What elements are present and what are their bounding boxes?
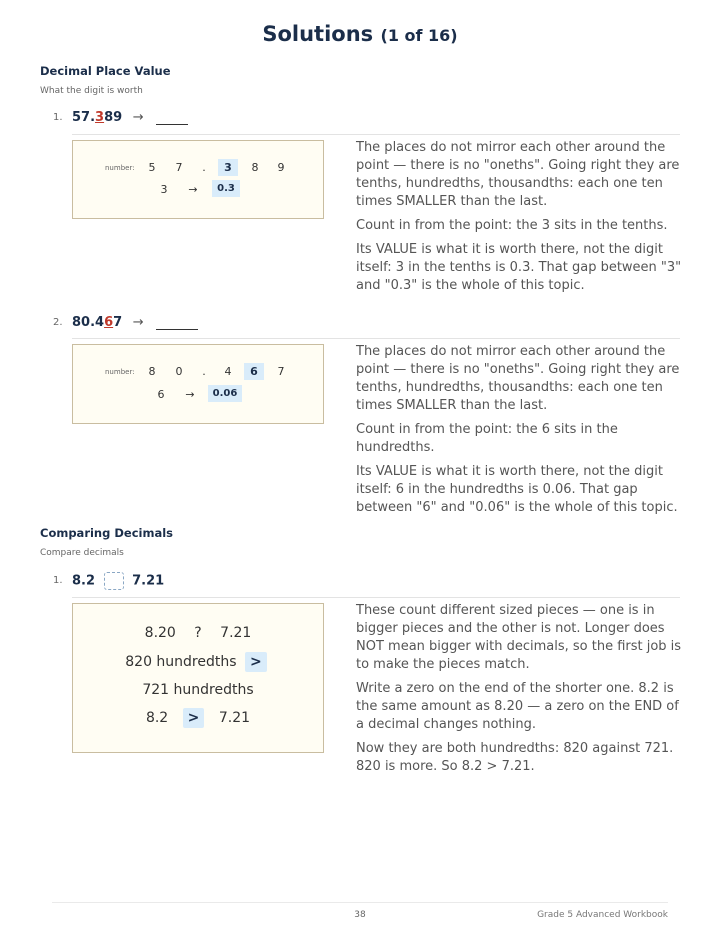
right-value: 721 hundredths bbox=[142, 682, 254, 698]
section-title-comparing: Comparing Decimals bbox=[40, 526, 173, 540]
section-subtitle-place-value: What the digit is worth bbox=[40, 86, 143, 96]
explanation-paragraph: The places do not mirror each other around the point — there is no "oneths". Going right they are tenths, hundredths, thousandths: each one ten times SMALLER than the last. bbox=[356, 140, 680, 209]
explanation-paragraph: Its VALUE is what it is worth there, not the digit itself: 6 in the hundredths is 0.06. That gap between "6" and "0.06" is the whole of this topic. bbox=[356, 464, 678, 515]
digit: 8 bbox=[148, 365, 156, 378]
page-title bbox=[0, 22, 720, 46]
place-value: 0.06 bbox=[208, 385, 242, 402]
number-part: 80.4 bbox=[72, 315, 105, 330]
question-text bbox=[72, 315, 198, 330]
question-number: 2. bbox=[53, 317, 63, 328]
explanation-paragraph: Count in from the point: the 6 sits in the hundredths. bbox=[356, 422, 618, 455]
digit-highlighted: 3 bbox=[218, 159, 238, 176]
compare-line bbox=[73, 682, 323, 698]
left-number: 8.2 bbox=[72, 573, 96, 589]
title-sub: (1 of 16) bbox=[380, 26, 458, 45]
number-label: number: bbox=[105, 368, 135, 376]
highlighted-digit: 6 bbox=[104, 315, 114, 330]
explanation bbox=[356, 343, 684, 523]
section-title-place-value: Decimal Place Value bbox=[40, 64, 171, 78]
answer-blank bbox=[156, 317, 198, 330]
explanation-paragraph: These count different sized pieces — one is in bigger pieces and the other is not. Longer does NOT mean bigger with decimals, so the first job is to make the pieces match. bbox=[356, 603, 682, 672]
title-main: Solutions bbox=[262, 22, 374, 46]
worked-box bbox=[72, 344, 324, 424]
explanation bbox=[356, 139, 684, 301]
number-label: number: bbox=[105, 164, 135, 172]
comparison-blank bbox=[104, 572, 124, 590]
digit: 0 bbox=[175, 365, 183, 378]
number-part: 57. bbox=[72, 110, 96, 125]
right-value: 7.21 bbox=[220, 625, 252, 641]
greater-than-symbol: > bbox=[245, 652, 267, 672]
highlighted-digit: 3 bbox=[95, 110, 105, 125]
divider bbox=[72, 338, 680, 339]
divider bbox=[72, 597, 680, 598]
explanation-paragraph: The places do not mirror each other around the point — there is no "oneths". Going right they are tenths, hundredths, thousandths: each one ten times SMALLER than the last. bbox=[356, 344, 680, 413]
question-number: 1. bbox=[53, 575, 63, 586]
left-value: 8.20 bbox=[144, 625, 176, 641]
digit: . bbox=[202, 365, 206, 378]
digit: 6 bbox=[157, 388, 165, 401]
explanation-paragraph: Its VALUE is what it is worth there, not the digit itself: 3 in the tenths is 0.3. That gap between "3" and "0.3" is the whole of this topic. bbox=[356, 242, 682, 293]
place-value: 0.3 bbox=[212, 180, 240, 197]
arrow-icon: → bbox=[188, 183, 198, 196]
arrow-icon: → bbox=[132, 315, 144, 330]
question-text bbox=[72, 110, 188, 125]
number-part: 89 bbox=[104, 110, 123, 125]
answer-blank bbox=[156, 112, 188, 125]
digit: . bbox=[202, 161, 206, 174]
explanation bbox=[356, 602, 684, 782]
explanation-paragraph: Count in from the point: the 3 sits in the tenths. bbox=[356, 218, 668, 233]
compare-line bbox=[73, 708, 323, 728]
compare-line bbox=[73, 652, 323, 672]
left-value: 8.2 bbox=[145, 710, 169, 726]
arrow-icon: → bbox=[185, 388, 195, 401]
digit-highlighted: 6 bbox=[244, 363, 264, 380]
number-part: 7 bbox=[113, 315, 123, 330]
right-number: 7.21 bbox=[132, 573, 165, 589]
digit: 7 bbox=[277, 365, 285, 378]
worked-box bbox=[72, 603, 324, 753]
left-value: 820 hundredths bbox=[125, 654, 237, 670]
digit: 3 bbox=[160, 183, 168, 196]
arrow-icon: → bbox=[132, 110, 144, 125]
question-text bbox=[72, 572, 164, 590]
digit: 5 bbox=[148, 161, 156, 174]
digit: 9 bbox=[277, 161, 285, 174]
question-symbol: ? bbox=[194, 625, 202, 641]
digit: 7 bbox=[175, 161, 183, 174]
book-title: Grade 5 Advanced Workbook bbox=[537, 910, 668, 920]
digit: 8 bbox=[251, 161, 259, 174]
question-number: 1. bbox=[53, 112, 63, 123]
divider bbox=[72, 134, 680, 135]
right-value: 7.21 bbox=[218, 710, 251, 726]
explanation-paragraph: Now they are both hundredths: 820 against 721. 820 is more. So 8.2 > 7.21. bbox=[356, 741, 674, 774]
digit: 4 bbox=[224, 365, 232, 378]
compare-line bbox=[73, 625, 323, 641]
section-subtitle-comparing: Compare decimals bbox=[40, 548, 124, 558]
worked-box bbox=[72, 140, 324, 219]
footer-divider bbox=[52, 902, 668, 903]
page-number: 38 bbox=[354, 910, 366, 920]
greater-than-symbol: > bbox=[183, 708, 205, 728]
explanation-paragraph: Write a zero on the end of the shorter one. 8.2 is the same amount as 8.20 — a zero on the END of a decimal changes nothing. bbox=[356, 681, 679, 732]
